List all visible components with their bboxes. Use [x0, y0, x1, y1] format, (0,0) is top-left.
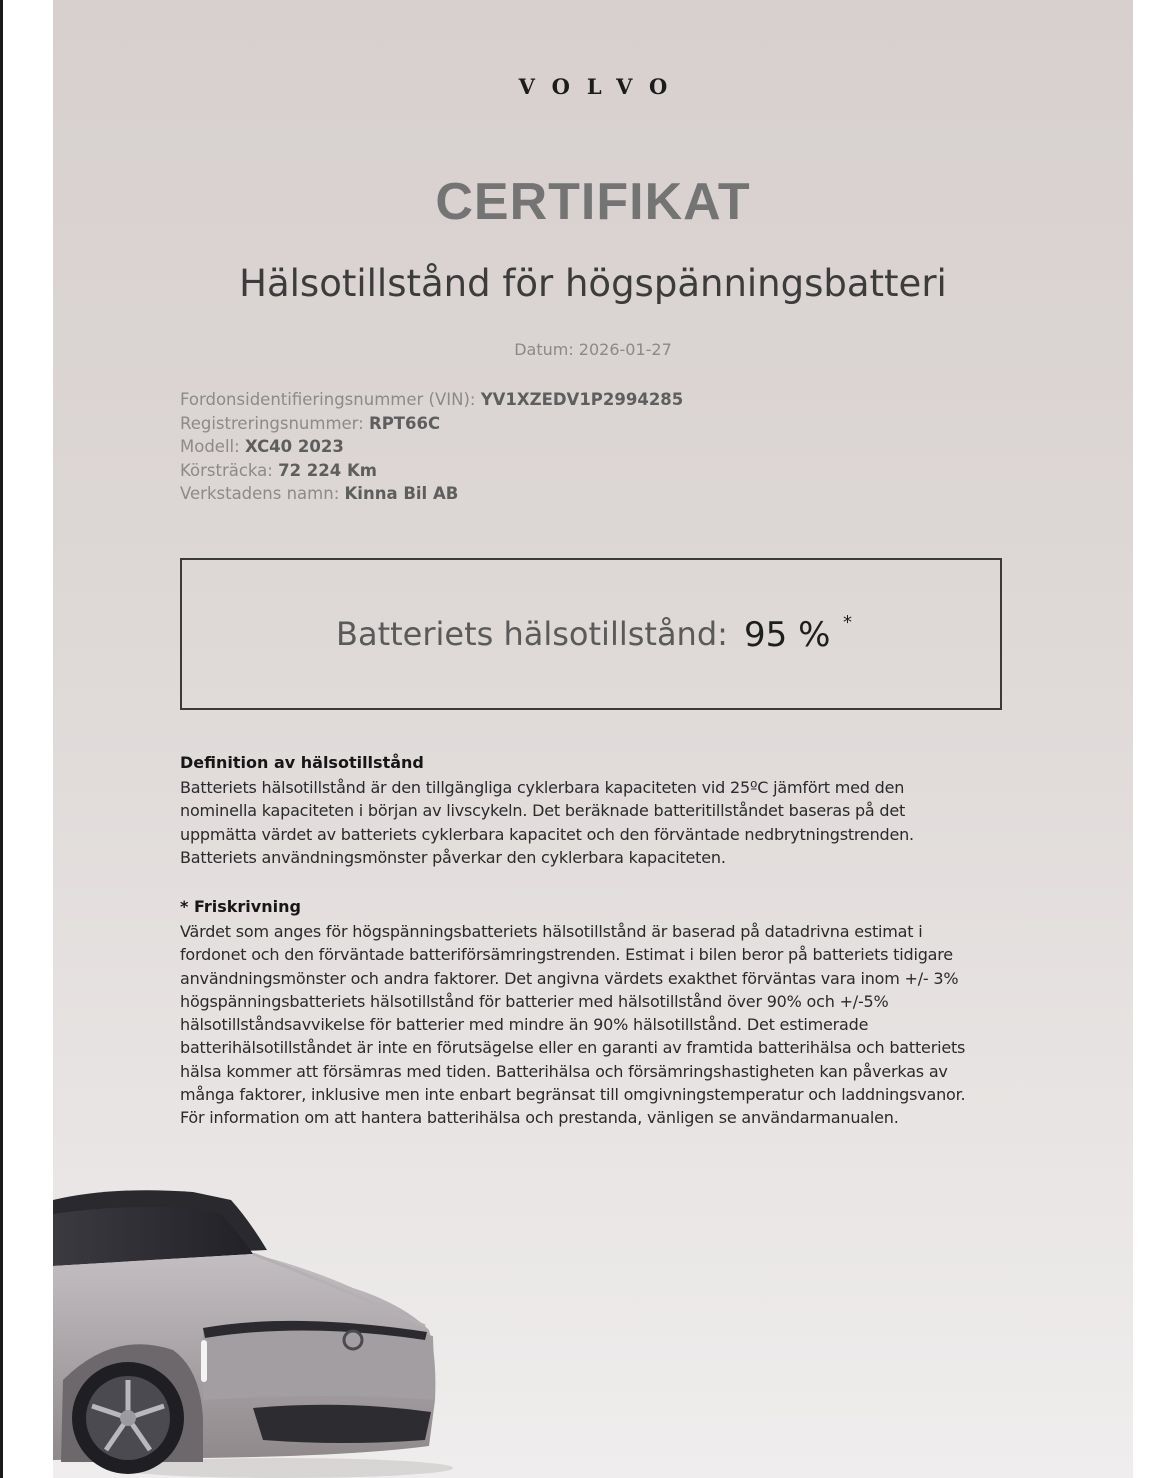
certificate-page [53, 0, 1133, 1478]
model-value: XC40 2023 [244, 437, 344, 456]
mileage-value: 72 224 Km [278, 460, 377, 480]
mileage-row [180, 459, 683, 483]
workshop-label: Verkstadens namn: [180, 484, 345, 503]
registration-label: Registreringsnummer: [180, 413, 369, 433]
volvo-logo: VOLVO [518, 74, 685, 99]
vehicle-info [180, 388, 683, 506]
registration-value: RPT66C [368, 413, 441, 433]
car-image [53, 1180, 453, 1478]
battery-health-label: Batteriets hälsotillstånd: [336, 615, 728, 653]
battery-health-value: 95 % [744, 615, 831, 655]
vin-row [180, 388, 683, 412]
vin-value: YV1XZEDV1P2994285 [480, 390, 684, 409]
disclaimer-heading: * Friskrivning [180, 897, 301, 916]
vin-label: Fordonsidentifieringsnummer (VIN): [180, 390, 481, 409]
definition-body: Batteriets hälsotillstånd är den tillgängliga cyklerbara kapaciteten vid 25ºC jämfört med den nominella kapaciteten i början av livscykeln. Det beräknade batteritillståndet baseras på det uppmätta värdet av batteriets cyklerbara kapacitet och den förväntade nedbrytningstrenden. Batteriets användningsmönster påverkar den cyklerbara kapaciteten. [180, 778, 914, 867]
disclaimer-body: Värdet som anges för högspänningsbatteriets hälsotillstånd är baserad på datadrivna estimat i fordonet och den förväntade batteriförsämringstrenden. Estimat i bilen beror på batteriets tidigare användningsmönster och andra faktorer. Det angivna värdets exakthet förväntas vara inom +/- 3% högspänningsbatteriets hälsotillstånd för batterier med hälsotillstånd över 90% och +/-5% hälsotillståndsavvikelse för batterier med mindre än 90% hälsotillstånd. Det estimerade batterihälsotillståndet är inte en förutsägelse eller en garanti av framtida batterihälsa och batteriets hälsa kommer att försämras med tiden. Batterihälsa och försämringshastigheten kan påverkas av många faktorer, inklusive men inte enbart begränsat till omgivningstemperatur och laddningsvanor. För information om att hantera batterihälsa och prestanda, vänligen se användarmanualen. [180, 922, 966, 1128]
model-row [180, 435, 683, 459]
registration-row [180, 412, 683, 436]
battery-health-footnote-marker: * [843, 612, 852, 633]
definition-heading: Definition av hälsotillstånd [180, 753, 424, 772]
certificate-date: Datum: 2026-01-27 [514, 340, 672, 359]
workshop-row [180, 482, 683, 506]
mileage-label: Körsträcka: [180, 460, 279, 480]
certificate-title: CERTIFIKAT [435, 173, 751, 231]
workshop-value: Kinna Bil AB [344, 484, 459, 503]
model-label: Modell: [180, 437, 245, 456]
battery-health-box [180, 558, 1002, 710]
certificate-subtitle: Hälsotillstånd för högspänningsbatteri [239, 262, 947, 305]
left-edge-rule [0, 0, 3, 1478]
